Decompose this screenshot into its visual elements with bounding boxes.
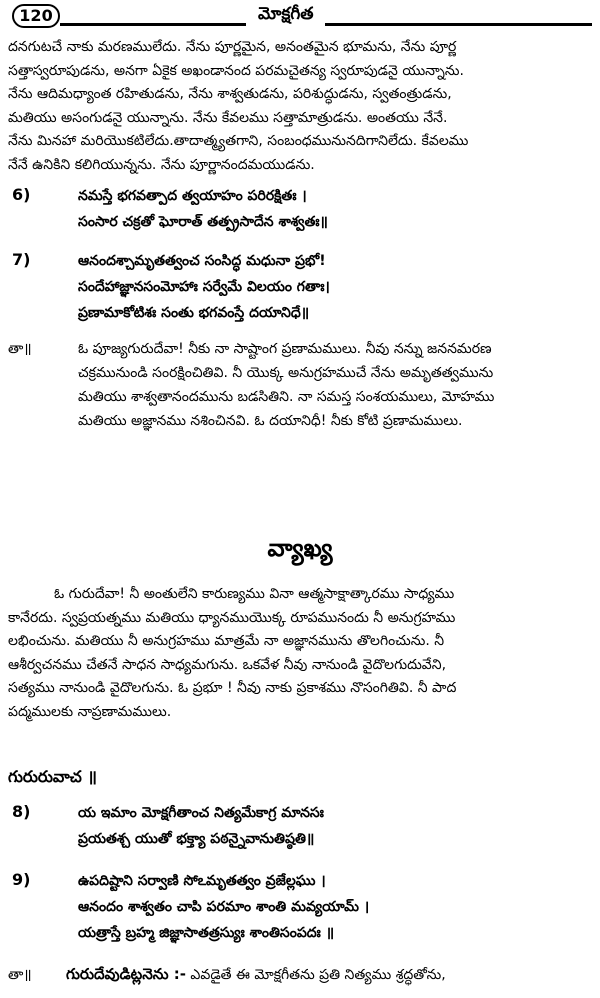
text-line: లభించును. మతియు నీ అనుగ్రహము మాత్రమే నా అజ్ఞానమును తొలగించును. నీ — [8, 633, 445, 649]
verse-line: యత్రాస్తే బ్రహ్మ జిజ్ఞాసాతత్రస్యుః శాంతిసంపదః ॥ — [78, 925, 335, 941]
verse-line: సంసార చక్రతో ఘోరాత్ తత్ప్రసాదేన శాశ్వతః॥ — [78, 214, 328, 230]
text-line: ఆశీర్వచనము చేతనే సాధన సాధ్యమగును. ఒకవేళ నీవు నానుండి వైదొలగుదువేని, — [8, 656, 447, 673]
text-line: సత్యము నానుండి వైదొలగును. ఓ ప్రభూ ! నీవు నాకు ప్రకాశము నొసంగితివి. నీ పాద — [8, 680, 457, 696]
verse-lines — [78, 800, 588, 852]
text-line: మతియు అజ్ఞానము నశించినవి. ఓ దయానిధీ! నీకు కోటి ప్రణామములు. — [78, 413, 463, 429]
page-header — [0, 0, 600, 30]
tatparya-tag: తా॥ — [8, 341, 32, 357]
text-line: దనగుటచే నాకు మరణములేదు. నేను పూర్ణమైన, అనంతమైన భూమను, నేను పూర్ణ — [8, 39, 457, 55]
verse-line: య ఇమాం మోక్షగీతాంచ నిత్యమేకాగ్ర మానసః — [78, 805, 324, 821]
header-rule — [60, 23, 592, 26]
text-line: నేను ఆదిమధ్యాంత రహితుడను, నేను శాశ్వతుడను, పరిశుద్ధుడను, స్వతంత్రుడను, — [8, 86, 452, 102]
text-line: ఓ గురుదేవా! నీ అంతులేని కారుణ్యము వినా ఆత్మసాక్షాత్కారము సాధ్యము — [54, 586, 455, 602]
verse-line: నమస్తే భగవత్పాద త్వయాహం పరిరక్షితః । — [78, 188, 307, 204]
paragraph-commentary — [8, 583, 594, 724]
text-line: ఎవడైతే ఈ మోక్షగీతను ప్రతి నిత్యము శ్రద్ధతోను, — [185, 967, 446, 983]
text-line: నేనే ఉనికిని కలిగియున్నను. నేను పూర్ణానందమయుడను. — [8, 156, 315, 173]
verse-number: 7) — [12, 250, 31, 269]
verse-number: 6) — [12, 185, 31, 204]
verse-lines — [78, 248, 588, 326]
section-title: వ్యాఖ్య — [267, 534, 333, 562]
verse-line: ప్రయతశ్చ యుతో భక్త్యా పఠన్నైవానుతిష్ఠతి॥ — [78, 831, 315, 847]
verse-line: ప్రణామాకోటిశః సంతు భగవంస్తే దయానిధే॥ — [78, 305, 310, 321]
verse-line: ఉపదిష్టాని సర్వాణి సోఽమృతత్వం వ్రజేల్లఘు । — [78, 873, 326, 889]
text-line: మతియు అసంగుడనై యున్నాను. నేను కేవలము సత్తామాత్రుడను. అంతయు నేనే. — [8, 109, 448, 126]
verse-line: ఆనందం శాశ్వతం చాపి పరమాం శాంతి మవ్యయామ్ । — [78, 899, 370, 915]
tatparya-tag: తా॥ — [8, 967, 32, 983]
text-line: నేను మినహా మరియొకటిలేదు.తాదాత్మ్యతగాని, సంబంధమునునదిగానిలేదు. కేవలము — [8, 133, 469, 149]
running-title: మోక్షగీత — [246, 2, 325, 26]
speaker-label: గురుదేవుడిట్లనెను :- — [66, 965, 186, 983]
verse-lines — [78, 868, 588, 946]
text-line: సత్తాస్వరూపుడను, అనగా ఏకైక అఖండానంద పరమచైతన్య స్వరూపుడనై యున్నాను. — [8, 62, 464, 79]
text-line: కానేరదు. స్వప్రయత్నము మతియు ధ్యానముయొక్క రూపమునందు నీ అనుగ్రహము — [8, 609, 456, 626]
guru-uvacha-heading: గురురువాచ ॥ — [8, 767, 97, 786]
verse-number: 9) — [12, 870, 31, 889]
text-line: చక్రమునుండి సంరక్షించితివి. నీ యొక్క అనుగ్రహముచే నేను అమృతత్వమును — [78, 365, 494, 381]
text-line: ఓ పూజ్యగురుదేవా! నీకు నా సాష్టాంగ ప్రణామములు. నీవు నన్ను జననమరణ — [78, 341, 492, 357]
tatparya-2 — [8, 962, 594, 987]
verse-line: ఆనందశ్చామృతత్వంచ సంసిద్ధ మధునా ప్రభో! — [78, 253, 326, 269]
text-line: మతియు శాశ్వతానందమును బడసితిని. నా సమస్త సంశయములు, మోహము — [78, 389, 495, 405]
verse-number: 8) — [12, 802, 31, 821]
tatparya-body — [78, 337, 592, 433]
paragraph-intro — [8, 36, 594, 177]
text-line: పద్మములకు నాప్రణామములు. — [8, 703, 172, 720]
verse-lines — [78, 183, 588, 235]
verse-line: సందేహాజ్ఞానసంమోహాః సర్వేమే విలయం గతాః। — [78, 279, 330, 295]
page-number: 120 — [12, 4, 60, 28]
